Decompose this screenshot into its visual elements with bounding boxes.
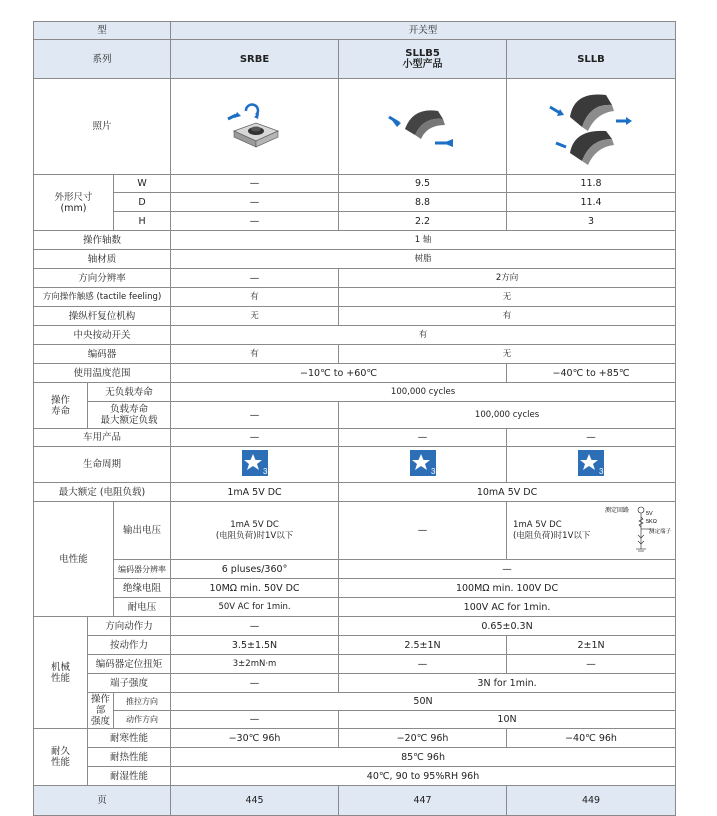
pushforce-sllb: 2±1N — [507, 636, 676, 655]
out-sllb-a: 1mA 5V DC — [513, 520, 562, 530]
life-group-b: 寿命 — [50, 405, 70, 417]
dims-group — [34, 175, 114, 231]
resolution-srbe: — — [171, 269, 339, 288]
return-srbe: 无 — [171, 307, 339, 326]
lifecycle-badge-sllb: 3 — [599, 467, 604, 476]
photo-label: 照片 — [34, 79, 171, 175]
lifecycle-badge-sllb5: 3 — [430, 467, 435, 476]
photo-srbe — [171, 79, 339, 175]
dim-d-sllb5: 8.8 — [339, 193, 507, 212]
load-srbe: — — [171, 402, 339, 429]
durability-group — [34, 729, 88, 786]
dim-h-sllb5: 2.2 — [339, 212, 507, 231]
pushforce-label: 按动作力 — [88, 636, 171, 655]
auto-sllb: — — [507, 429, 676, 447]
noload-value: 100,000 cycles — [171, 383, 676, 402]
dims-group-label: 外形尺寸 — [54, 191, 93, 203]
lifecycle-star-icon — [410, 450, 436, 476]
load-sllb: 100,000 cycles — [339, 402, 676, 429]
out-srbe-a: 1mA 5V DC — [230, 519, 279, 530]
lifecycle-label: 生命周期 — [34, 447, 171, 483]
dims-unit: (mm) — [60, 202, 87, 214]
switch-type-header: 开关型 — [171, 22, 676, 40]
life-group-a: 操作 — [50, 394, 70, 406]
temp-srbe-sllb5: −10℃ to +60℃ — [171, 364, 507, 383]
axes-label: 操作轴数 — [34, 231, 171, 250]
encres-srbe: 6 pluses/360° — [171, 560, 339, 579]
mech-group — [34, 617, 88, 729]
series-sllb5-name: SLLB5 — [405, 48, 440, 59]
strength-label — [88, 693, 114, 729]
lifecycle-star-icon — [578, 450, 604, 476]
auto-sllb5: — — [339, 429, 507, 447]
terminal-label: 端子强度 — [88, 674, 171, 693]
page-label: 页 — [34, 786, 171, 816]
temp-sllb: −40℃ to +85℃ — [507, 364, 676, 383]
photo-sllb — [507, 79, 676, 175]
lifecycle-sllb — [507, 447, 676, 483]
circuit-label: 测定回路 — [605, 508, 630, 514]
series-srbe: SRBE — [171, 40, 339, 79]
sllb5-product-image — [383, 99, 463, 154]
out-sllb5: — — [339, 502, 507, 560]
act-sllb: 10N — [339, 711, 676, 729]
rating-srbe: 1mA 5V DC — [171, 483, 339, 502]
act-srbe: — — [171, 711, 339, 729]
resolution-label: 方向分辨率 — [34, 269, 171, 288]
shaft-value: 树脂 — [171, 250, 676, 269]
humid-label: 耐湿性能 — [88, 767, 171, 786]
encres-label: 编码器分辨率 — [114, 560, 171, 579]
encres-sllb: — — [339, 560, 676, 579]
strength-label-b: 强度 — [90, 716, 110, 727]
dim-w-srbe: — — [171, 175, 339, 193]
series-sllb: SLLB — [507, 40, 676, 79]
auto-label: 车用产品 — [34, 429, 171, 447]
act-label: 动作方向 — [114, 711, 171, 729]
lifecycle-srbe — [171, 447, 339, 483]
load-label — [88, 402, 171, 429]
strength-label-a: 操作部 — [90, 694, 110, 716]
dim-w-label: W — [114, 175, 171, 193]
return-label: 操纵杆复位机构 — [34, 307, 171, 326]
temp-label: 使用温度范围 — [34, 364, 171, 383]
terminal-sllb: 3N for 1min. — [339, 674, 676, 693]
tactile-sllb: 无 — [339, 288, 676, 307]
dim-w-sllb5: 9.5 — [339, 175, 507, 193]
pull-label: 推拉方向 — [114, 693, 171, 711]
push-label: 中央按动开关 — [34, 326, 171, 345]
heat-label: 耐热性能 — [88, 748, 171, 767]
dim-h-srbe: — — [171, 212, 339, 231]
mech-group-a: 机械 — [50, 661, 70, 673]
cold-srbe: −30℃ 96h — [171, 729, 339, 748]
push-value: 有 — [171, 326, 676, 345]
out-sllb-b: (电阻负荷)时1V以下 — [513, 531, 591, 541]
torque-label: 编码器定位扭矩 — [88, 655, 171, 674]
circuit-5k: 5KΩ — [646, 519, 657, 525]
spec-table — [33, 21, 676, 816]
durability-group-a: 耐久 — [50, 746, 70, 757]
insul-srbe: 10MΩ min. 50V DC — [171, 579, 339, 598]
type-header: 型 — [34, 22, 171, 40]
dim-h-label: H — [114, 212, 171, 231]
tactile-srbe: 有 — [171, 288, 339, 307]
pushforce-srbe: 3.5±1.5N — [171, 636, 339, 655]
circuit-terminal: 测定端子 — [649, 529, 672, 535]
load-label-a: 负载寿命 — [110, 404, 149, 415]
torque-sllb5: — — [339, 655, 507, 674]
rating-label: 最大额定 (电阻负载) — [34, 483, 171, 502]
insul-label: 绝缘电阻 — [114, 579, 171, 598]
insul-sllb: 100MΩ min. 100V DC — [339, 579, 676, 598]
load-label-b: 最大额定负载 — [100, 415, 158, 426]
rating-sllb: 10mA 5V DC — [339, 483, 676, 502]
lifecycle-star-icon — [242, 450, 268, 476]
shaft-label: 轴材质 — [34, 250, 171, 269]
dirforce-srbe: — — [171, 617, 339, 636]
sllb-product-image — [546, 87, 636, 167]
noload-label: 无负载寿命 — [88, 383, 171, 402]
lifecycle-badge-srbe: 3 — [262, 467, 267, 476]
dirforce-label: 方向动作力 — [88, 617, 171, 636]
torque-srbe: 3±2mN·m — [171, 655, 339, 674]
auto-srbe: — — [171, 429, 339, 447]
encoder-srbe: 有 — [171, 345, 339, 364]
durability-group-b: 性能 — [50, 757, 70, 768]
page-srbe[interactable]: 445 — [171, 786, 339, 816]
series-sllb5 — [339, 40, 507, 79]
out-label: 输出电压 — [114, 502, 171, 560]
terminal-srbe: — — [171, 674, 339, 693]
dim-h-sllb: 3 — [507, 212, 676, 231]
pull-value: 50N — [171, 693, 676, 711]
series-label: 系列 — [34, 40, 171, 79]
lifecycle-sllb5 — [339, 447, 507, 483]
humid-value: 40℃, 90 to 95%RH 96h — [171, 767, 676, 786]
heat-value: 85℃ 96h — [171, 748, 676, 767]
encoder-sllb: 无 — [339, 345, 676, 364]
page-sllb[interactable]: 449 — [507, 786, 676, 816]
measurement-circuit-diagram — [605, 505, 673, 555]
life-group — [34, 383, 88, 429]
out-sllb — [507, 502, 676, 560]
cold-sllb: −40℃ 96h — [507, 729, 676, 748]
photo-sllb5 — [339, 79, 507, 175]
dim-d-label: D — [114, 193, 171, 212]
tactile-label: 方向操作触感 (tactile feeling) — [34, 288, 171, 307]
dim-d-sllb: 11.4 — [507, 193, 676, 212]
cold-sllb5: −20℃ 96h — [339, 729, 507, 748]
volt-label: 耐电压 — [114, 598, 171, 617]
dim-d-srbe: — — [171, 193, 339, 212]
series-sllb5-note: 小型产品 — [402, 59, 443, 70]
page-sllb5[interactable]: 447 — [339, 786, 507, 816]
srbe-product-image — [220, 99, 290, 154]
pushforce-sllb5: 2.5±1N — [339, 636, 507, 655]
volt-sllb: 100V AC for 1min. — [339, 598, 676, 617]
cold-label: 耐寒性能 — [88, 729, 171, 748]
torque-sllb: — — [507, 655, 676, 674]
electrical-group: 电性能 — [34, 502, 114, 617]
dim-w-sllb: 11.8 — [507, 175, 676, 193]
resolution-sllb: 2方向 — [339, 269, 676, 288]
out-srbe-b: (电阻负荷)时1V以下 — [215, 530, 294, 541]
axes-value: 1 轴 — [171, 231, 676, 250]
volt-srbe: 50V AC for 1min. — [171, 598, 339, 617]
return-sllb: 有 — [339, 307, 676, 326]
encoder-label: 编码器 — [34, 345, 171, 364]
dirforce-sllb: 0.65±0.3N — [339, 617, 676, 636]
mech-group-b: 性能 — [50, 672, 70, 684]
out-srbe — [171, 502, 339, 560]
circuit-5v: 5V — [646, 511, 653, 517]
